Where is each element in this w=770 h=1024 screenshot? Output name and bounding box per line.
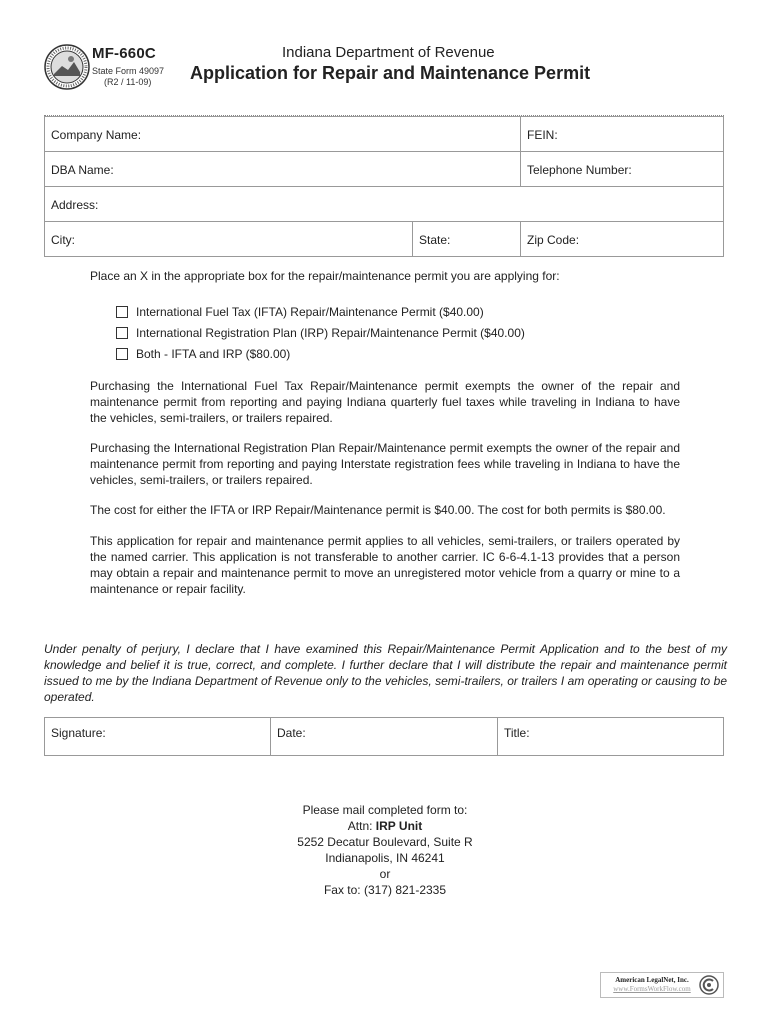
- scope-description: This application for repair and maintenance permit applies to all vehicles, semi-trailers, or trailers operated by the named carrier. This application is not transferable to another carrier. IC 6-6-4.1-13 provides that a person may obtain a repair and maintenance permit to move an unregistered motor vehicle from a quarry or mine to a maintenance or repair facility.: [90, 534, 680, 596]
- both-checkbox[interactable]: [116, 348, 128, 360]
- fax-number: Fax to: (317) 821-2335: [323, 883, 447, 897]
- company-info-table: [44, 115, 724, 257]
- attn-unit: IRP Unit: [375, 819, 423, 833]
- option-ifta: [116, 301, 525, 322]
- irp-checkbox[interactable]: [116, 327, 128, 339]
- footer-company: American LegalNet, Inc.: [615, 976, 689, 984]
- mail-street: 5252 Decatur Boulevard, Suite R: [297, 835, 473, 849]
- page-title: Application for Repair and Maintenance Permit: [190, 63, 591, 83]
- footer-branding: [600, 972, 724, 998]
- address-field[interactable]: Address:: [51, 198, 99, 212]
- mailing-instructions: [230, 802, 540, 898]
- mail-attn: [230, 818, 540, 834]
- irp-description: Purchasing the International Registration Plan Repair/Maintenance permit exempts the owner of the repair and maintenance permit from reporting and paying Interstate registration fees while traveling in Indiana to have the vehicles, semi-trailers, or trailers repaired.: [90, 441, 680, 487]
- mail-heading: Please mail completed form to:: [302, 803, 468, 817]
- option-label: Both - IFTA and IRP ($80.00): [136, 346, 291, 361]
- form-number: MF-660C: [92, 45, 156, 62]
- form-meta: [92, 66, 164, 88]
- state-form-number: State Form 49097: [92, 66, 165, 76]
- permit-instructions: Place an X in the appropriate box for the repair/maintenance permit you are applying for:: [90, 269, 560, 283]
- option-label: International Fuel Tax (IFTA) Repair/Maintenance Permit ($40.00): [136, 304, 484, 319]
- signature-field[interactable]: Signature:: [51, 726, 106, 740]
- date-field[interactable]: Date:: [270, 718, 497, 755]
- state-seal-icon: [44, 44, 90, 90]
- perjury-declaration: Under penalty of perjury, I declare that I have examined this Repair/Maintenance Permit Application and to the best of my knowledge and belief it is true, correct, and complete. I further declare that I will distribute the repair and maintenance permit issued to me by the Indiana Department of Revenue only to the vehicles, semi-trailers, or trailers I am operating or causing to be operated.: [44, 642, 727, 704]
- dba-name-field[interactable]: DBA Name:: [51, 163, 114, 177]
- form-revision: (R2 / 11-09): [104, 77, 152, 87]
- footer-url[interactable]: www.FormsWorkFlow.com: [613, 985, 691, 993]
- title-field[interactable]: Title:: [497, 718, 723, 755]
- department-name: Indiana Department of Revenue: [282, 44, 495, 61]
- signature-table: [44, 717, 724, 756]
- fein-field[interactable]: FEIN:: [520, 117, 723, 151]
- zip-code-field[interactable]: Zip Code:: [520, 222, 723, 256]
- mail-or: or: [379, 867, 391, 881]
- attn-label: Attn:: [347, 819, 376, 833]
- info-row-address: [44, 187, 724, 222]
- footer-text: [605, 976, 699, 994]
- legalnet-logo-icon: [699, 975, 719, 995]
- mail-city: Indianapolis, IN 46241: [325, 851, 445, 865]
- company-name-field[interactable]: Company Name:: [51, 128, 142, 142]
- state-field[interactable]: State:: [412, 222, 520, 256]
- info-row-company: [44, 116, 724, 152]
- city-field[interactable]: City:: [51, 233, 75, 247]
- cost-description: The cost for either the IFTA or IRP Repair/Maintenance permit is $40.00. The cost for both permits is $80.00.: [90, 503, 666, 517]
- ifta-checkbox[interactable]: [116, 306, 128, 318]
- option-label: International Registration Plan (IRP) Repair/Maintenance Permit ($40.00): [136, 325, 525, 340]
- telephone-field[interactable]: Telephone Number:: [520, 152, 723, 186]
- info-row-dba: [44, 152, 724, 187]
- info-row-city: [44, 222, 724, 257]
- ifta-description: Purchasing the International Fuel Tax Repair/Maintenance permit exempts the owner of the repair and maintenance permit from reporting and paying Indiana quarterly fuel taxes while traveling in Indiana to have the vehicles, semi-trailers, or trailers repaired.: [90, 379, 680, 425]
- permit-options: [116, 301, 525, 364]
- option-irp: [116, 322, 525, 343]
- option-both: [116, 343, 525, 364]
